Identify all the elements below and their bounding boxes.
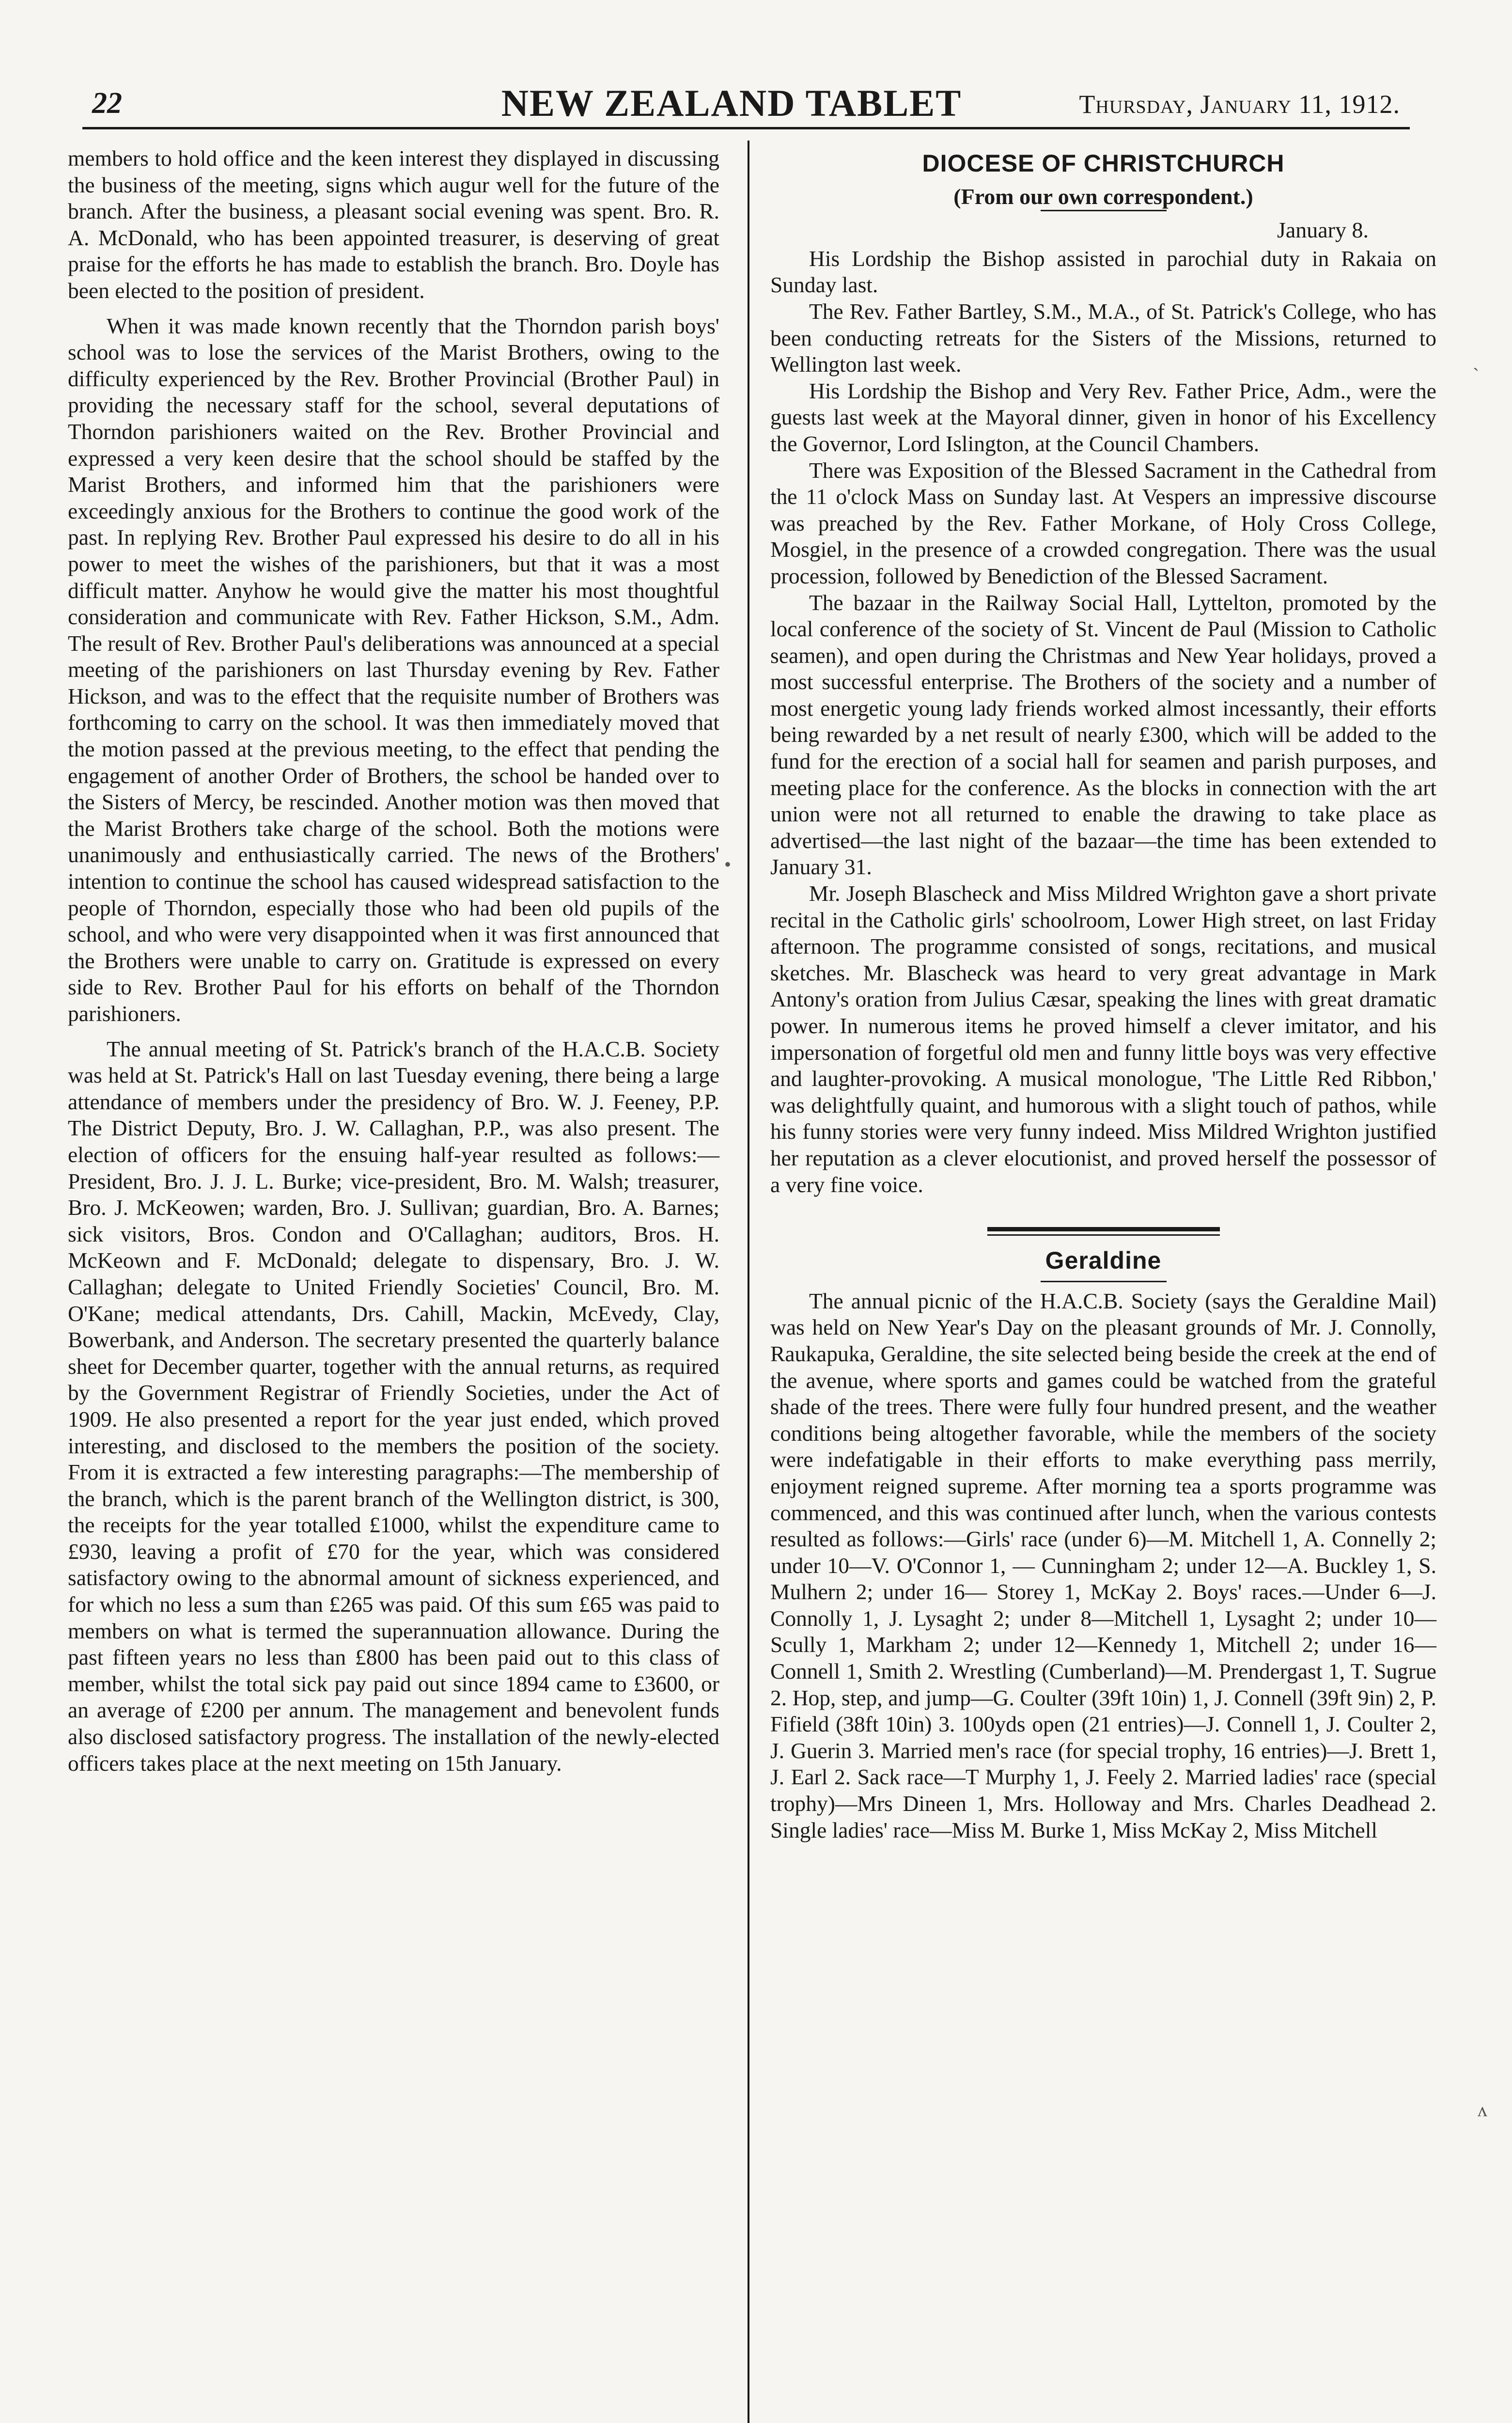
page-number: 22 — [92, 87, 122, 120]
article-paragraph: The annual meeting of St. Patrick's branch of the H.A.C.B. Society was held at St. Patrick's Hall on last Tuesday evening, there being a large attendance of members under the presidency of Bro. W. J. Feeney, P.P. The District Deputy, Bro. J. W. Callaghan, P.P., was also present. The election of officers for the ensuing half-year resulted as follows:—President, Bro. J. J. L. Burke; vice-president, Bro. M. Walsh; treasurer, Bro. J. McKeowen; warden, Bro. J. Sullivan; guardian, Bro. A. Barnes; sick visitors, Bros. Condon and O'Callaghan; auditors, Bros. H. McKeown and F. McDonald; delegate to dispensary, Bro. J. W. Callaghan; delegate to United Friendly Societies' Council, Bro. M. O'Kane; medical attendants, Drs. Cahill, Mackin, McEvedy, Clay, Bowerbank, and Anderson. The secretary presented the quarterly balance sheet for December quarter, together with the annual returns, as required by the Government Registrar of Friendly Societies, under the Act of 1909. He also presented a report for the year just ended, which proved interesting, and disclosed to the members the position of the society. From it is extracted a few interesting paragraphs:—The membership of the branch, which is the parent branch of the Wellington district, is 300, the receipts for the year totalled £1000, whilst the expenditure came to £930, leaving a profit of £70 for the year, which was considered satisfactory owing to the abnormal amount of sickness experienced, and for which no less a sum than £265 was paid. Of this sum £65 was paid to members on what is termed the superannuation allowance. During the past fifteen years no less than £800 has been paid out to this class of member, whilst the total sick pay paid out since 1894 came to £3600, or an average of £200 per annum. The management and benevolent funds also disclosed satisfactory progress. The installation of the newly-elected officers takes place at the next meeting on 15th January. — [68, 1036, 719, 1776]
issue-date: Thursday, January 11, 1912. — [1079, 90, 1400, 119]
masthead — [53, 78, 1410, 131]
dateline: January 8. — [1277, 218, 1369, 243]
correspondent-note: (From our own correspondent.) — [953, 184, 1253, 209]
article-paragraph: The Rev. Father Bartley, S.M., M.A., of St. Patrick's College, who has been conducting retreats for the Sisters of the Missions, returned to Wellington last week. — [770, 299, 1436, 377]
column-divider — [748, 141, 749, 2423]
margin-mark: ʌ — [1478, 2099, 1487, 2121]
article-paragraph: His Lordship the Bishop assisted in parochial duty in Rakaia on Sunday last. — [770, 246, 1436, 298]
masthead-rule — [82, 127, 1410, 129]
short-rule — [1041, 1281, 1167, 1282]
left-column — [68, 145, 719, 2423]
article-paragraph: The bazaar in the Railway Social Hall, Lyttelton, promoted by the local conference of the society of St. Vincent de Paul (Mission to Catholic seamen), and open during the Christmas and New Year holidays, proved a most successful enterprise. The Brothers of the society and a number of most energetic young lady friends worked almost incessantly, their efforts being rewarded by a net result of nearly £300, which will be added to the fund for the erection of a social hall for seamen and parish purposes, and meeting place for the conference. As the blocks in connection with the art union were not all returned to enable the drawing to take place as advertised—the last night of the bazaar—the time has been extended to January 31. — [770, 590, 1436, 880]
short-rule — [1041, 210, 1167, 211]
article-paragraph: His Lordship the Bishop and Very Rev. Father Price, Adm., were the guests last week at the Mayoral dinner, given in honor of his Excellency the Governor, Lord Islington, at the Council Chambers. — [770, 378, 1436, 456]
article-paragraph: There was Exposition of the Blessed Sacrament in the Cathedral from the 11 o'clock Mass on Sunday last. At Vespers an impressive discourse was preached by the Rev. Father Morkane, of Holy Cross College, Mosgiel, in the presence of a crowded congregation. There was the usual procession, followed by Benediction of the Blessed Sacrament. — [770, 457, 1436, 588]
article-paragraph: members to hold office and the keen interest they displayed in discussing the business of the meeting, signs which augur well for the future of the branch. After the business, a pleasant social evening was spent. Bro. R. A. McDonald, who has been appointed treasurer, is deserving of great praise for the efforts he has made to establish the branch. Bro. Doyle has been elected to the position of president. — [68, 146, 719, 303]
article-paragraph: The annual picnic of the H.A.C.B. Society (says the Geraldine Mail) was held on New Year's Day on the pleasant grounds of Mr. J. Connolly, Raukapuka, Geraldine, the site selected being beside the creek at the end of the avenue, where sports and games could be watched from the grateful shade of the trees. There were fully four hundred present, and the weather conditions being altogether favorable, while the members of the society were indefatigable in their efforts to make everything pass merrily, enjoyment reigned supreme. After morning tea a sports programme was commenced, and this was continued after lunch, when the various contests resulted as follows:—Girls' race (under 6)—M. Mitchell 1, A. Connelly 2; under 10—V. O'Connor 1, — Cunningham 2; under 12—A. Buckley 1, S. Mulhern 2; under 16— Storey 1, McKay 2. Boys' races.—Under 6—J. Connolly 1, J. Lysaght 2; under 8—Mitchell 1, Lysaght 2; under 10—Scully 1, Markham 2; under 12—Kennedy 1, Mitchell 2; under 16—Connell 1, Smith 2. Wrestling (Cumberland)—M. Prendergast 1, T. Sugrue 2. Hop, step, and jump—G. Coulter (39ft 10in) 1, J. Connell (39ft 9in) 2, P. Fifield (38ft 10in) 3. 100yds open (21 entries)—J. Connell 1, J. Coulter 2, J. Guerin 3. Married men's race (for special trophy, 16 entries)—J. Brett 1, J. Earl 2. Sack race—T Murphy 1, J. Feely 2. Married ladies' race (special trophy)—Mrs Dineen 1, Mrs. Holloway and Mrs. Charles Deadhead 2. Single ladies' race—Miss M. Burke 1, Miss McKay 2, Miss Mitchell — [770, 1288, 1436, 1842]
article-paragraph: Mr. Joseph Blascheck and Miss Mildred Wrighton gave a short private recital in the Catholic girls' schoolroom, Lower High street, on last Friday afternoon. The programme consisted of songs, recitations, and musical sketches. Mr. Blascheck was heard to very great advantage in Mark Antony's oration from Julius Cæsar, speaking the lines with great dramatic power. In numerous items he proved himself a clever imitator, and his impersonation of forgetful old men and funny little boys was very effective and laughter-provoking. A musical monologue, 'The Little Red Ribbon,' was delightfully quaint, and humorous with a slight touch of pathos, while his funny stories were very funny indeed. Miss Mildred Wrighton justified her reputation as a clever elocutionist, and proved herself the possessor of a very fine voice. — [770, 881, 1436, 1197]
right-column — [770, 145, 1436, 2423]
section-separator — [770, 1227, 1436, 1236]
margin-mark: ˎ — [1473, 349, 1480, 371]
article-paragraph: When it was made known recently that the Thorndon parish boys' school was to lose the services of the Marist Brothers, owing to the difficulty experienced by the Rev. Brother Provincial (Brother Paul) in providing the necessary staff for the school, several deputations of Thorndon parishioners waited on the Rev. Brother Provincial and expressed a very keen desire that the school should be staffed by the Marist Brothers, and informed him that the parishioners were exceedingly anxious for the Brothers to continue the good work of the past. In replying Rev. Brother Paul expressed his desire to do all in his power to meet the wishes of the parishioners, but that it was a most difficult matter. Anyhow he would give the matter his most thoughtful consideration and communicate with Rev. Father Hickson, S.M., Adm. The result of Rev. Brother Paul's deliberations was announced at a special meeting of the parishioners on last Thursday evening by Rev. Father Hickson, and was to the effect that the requisite number of Brothers was forthcoming to carry on the school. It was then immediately moved that the motion passed at the previous meeting, to the effect that pending the engagement of another Order of Brothers, the school be handed over to the Sisters of Mercy, be rescinded. Another motion was then moved that the Marist Brothers take charge of the school. Both the motions were unanimously and enthusiastically carried. The news of the Brothers' intention to continue the school has caused widespread satisfaction to the people of Thorndon, especially those who had been old pupils of the school, and who were very disappointed when it was first announced that the Brothers were unable to carry on. Gratitude is expressed on every side to Rev. Brother Paul for his efforts on behalf of the Thorndon parishioners. — [68, 313, 719, 1026]
publication-title: NEW ZEALAND TABLET — [501, 82, 962, 124]
margin-mark: • — [724, 853, 732, 875]
section-heading-christchurch: DIOCESE OF CHRISTCHURCH — [922, 150, 1285, 177]
section-heading-geraldine: Geraldine — [1045, 1247, 1162, 1274]
